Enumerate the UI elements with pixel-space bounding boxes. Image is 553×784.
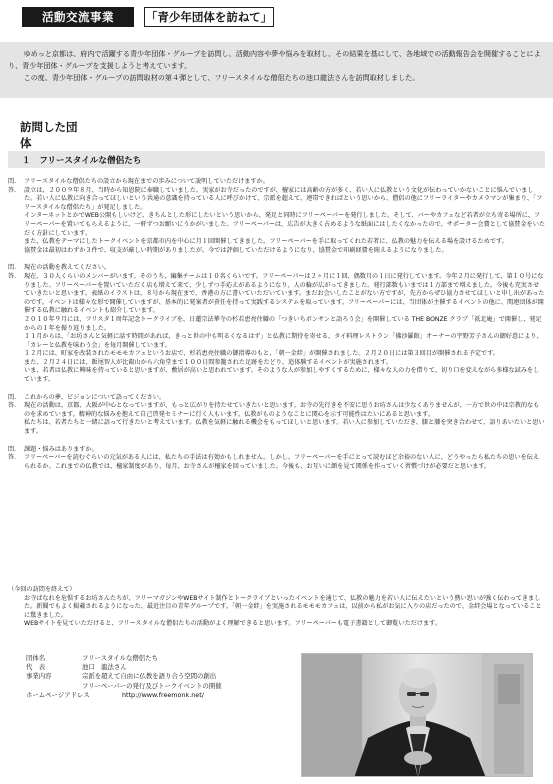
answer-paragraph: 現在の活動は、京都、大阪が中心となっていますが、もっと広がりを持たせていきたいと思います。お寺の先行きを不安に思うお坊さんは少なくありませんが、一方で世の中は宗教的なものを求めています。精神的な悩みを抱えて自己啓発セミナーに行く人もいます。仏教がものようなことに関心を示す可能性はたいにあると思います。 (24, 402, 540, 418)
question-text: 現在の活動を教えてください。 (24, 264, 110, 272)
homepage-link[interactable]: http://www.freemonk.net/ (122, 690, 204, 699)
answer-paragraph: １２月には、町家を改装されたモモモカフェというお店で、杉若恵亮住職の御指導のもと、「朝一金絆」が開催されました。２月２０日には第３回目が開催される予定です。 (24, 350, 499, 358)
profile-value: 宗派を超えて自由に仏教を語り合う空間の創出 (82, 672, 217, 681)
organization-profile (26, 654, 301, 700)
profile-label: 代 表 (26, 663, 46, 672)
answer-paragraph: 設立は、２００９年８月、当時から知恩院に奉職していました。実家がお寺だったのですが、檀家には高齢の方が多く、若い人に仏教という文化が伝わっていかないことに悩んでいました。若い人に仏教に向き合ってほしいという共通の意識を持っている人に呼びかけて、宗派を超えて、連帯できればという思いから、僧侶の他にフリーライターやカメラマンが集まり、「フリースタイルな僧侶たち」が発足しました。 (24, 186, 543, 211)
profile-label: 事業内容 (26, 672, 52, 681)
visit-summary-heading: （今回の訪問を終えて） (8, 586, 76, 593)
answer-paragraph: １１月からは、「お坊さんと気軽に話す時間があれば、きっと世の中も明るくなるはず」と仏教に期待を寄せる、タイ料理レストラン「佛沙羅館」オーナーの宇野芳子さんの御好意により、「カレーと仏教を味わう会」を毎月開催しています。 (24, 333, 543, 349)
intro-line-1: ゆめっと京都は、府内で活躍する青少年団体・グループを訪問し、活動内容や夢や悩みを取材し、その結果を基にして、各地域での活動報告会を開催することにより、青少年団体・グループを支援しようと考えています。 (8, 49, 541, 70)
question-text: フリースタイルな僧侶たちの設立から現在までの歩みについて説明していただけますか。 (24, 178, 269, 185)
question-text: 課題・悩みはありますか。 (24, 445, 98, 453)
profile-label (26, 682, 82, 691)
header-label: 活動交流事業 (22, 7, 134, 27)
intro-line-2: この度、青少年団体・グループの訪問取材の第４弾として、フリースタイルな僧侶たちの池口龍法さんを訪問取材しました。 (23, 73, 420, 82)
answer-paragraph: 私たちは、若者たちと一緒に語って行きたいと考えています。仏教を気軽に触れる機会をもってほしいと思います。若い人に参加していただき、膝と膝を突き合わせて、語りあいたいと思います。 (24, 419, 545, 436)
question-text: これからの夢、ビジョンについて語ってください。 (24, 393, 165, 401)
section-title: 訪問した団体 (20, 119, 82, 156)
question-tag: 問. (8, 445, 17, 453)
intro-band (0, 42, 553, 98)
answer-paragraph: また、２月２４日には、飯尾智人が比叡山から六角堂まで１００日間参籠された足跡をたどり、追体験するイベントが実施されます。 (24, 358, 392, 366)
question-tag: 問. (8, 264, 17, 272)
qa-item (8, 446, 545, 472)
answer-tag: 答. (8, 186, 17, 194)
answer-paragraph: また、仏教をテーマにしたトークイベントを京都市内を中心に月１回開催してきました。フリーペーパーを手に取ってくれた若者に、仏教の魅力を伝える場を設けるためです。 (24, 238, 508, 246)
question-tag: 問. (8, 178, 17, 185)
answer-tag: 答. (8, 454, 17, 462)
profile-row (26, 682, 301, 691)
profile-label: ホームページアドレス (26, 690, 90, 699)
qa-body (8, 178, 545, 480)
answer-paragraph: 現在、３０人くらいのメンバーがいます。そのうち、編集チームは１０名くらいです。フリーペーパーは２ヶ月に１回、偶数月の１日に発行しています。今年２月に発行して、第１０号になりました。フリーペーパーを置いていただく店も増えて来て、少しずつ手応えがあるようになり、人の輪が広がってきました。発行部数もいまでは１万部まで増えました。今後も充実させていきたいと思います。表紙のイラストは、８号から現在まで、香港の方に書いていただいています。まだお会いしたことがない方ですが、先方からぜひ協力させてほしいと申し出があったのです。イベントは様々な形で開催していますが、基本的に発案者が責任を持って実践するシステムを取っています。フリーペーパーには、当団体が主催するイベントの他に、関連団体が開催する仏教に触れるイベントも紹介しています。 (24, 272, 545, 315)
answer-paragraph: フリーペーパーを読むぐらいの元気がある人には、私たちの手法は有効かもしれません。しかし、フリーペーパーを手にとって読むほど余裕のない人に、どうやったら私たちの思いを伝えられるか。これまでの仏教では、檀家制度があり、毎月、お寺さんが檀家を回っていました。今後も、お互いに顔を見て関係を作っていく習慣づけが必要だと思います。 (24, 454, 539, 470)
section-subtitle: １ フリースタイルな僧侶たち (8, 151, 545, 168)
visit-summary (8, 586, 545, 629)
header-title: 「青少年団体を訪ねて」 (144, 7, 274, 27)
visit-summary-line: WEBサイトを見ていただけると、フリースタイルな僧侶たちの活動がよく理解できると思います。フリーペーパーも電子書籍として御覧いただけます。 (24, 620, 441, 628)
answer-paragraph: ２０１０年９月には、フリスタ１周年記念トークライブを、日蓮宗法華寺の杉若恵亮住職の「つきいちボンサンと語ろう会」を開催している THE BONZE クラブ「祇北庵」で開催し、発足からの１年を振り返りました。 (24, 315, 542, 332)
qa-item (8, 178, 545, 255)
answer-paragraph: 協賛金は最初はわずか３件で、収支が厳しい時期がありましたが、今では評価していただけるようになり、協賛金で印刷経費を賄えるようになりました。 (24, 246, 448, 254)
answer-tag: 答. (8, 272, 17, 280)
profile-value: 池口 龍法さん (82, 663, 127, 672)
profile-value: フリースタイルな僧侶たち (82, 654, 158, 662)
question-tag: 問. (8, 393, 17, 401)
profile-label: 団体名 (26, 654, 46, 662)
answer-tag: 答. (8, 402, 17, 410)
visit-summary-line: お寺ばなれを危惧するお坊さんたちが、フリーマガジンやWEBサイト制作とトークライブといったイベントを通じて、仏教の魅力を若い人に伝えたいという熱い思いが強く伝わってきました。新聞でもよく掲載されるようになった、最近注目の青年グループです。「朝一金絆」を実施されるモモモカフェは、以前から私がお気に入りの店だったので、金絆会場となっていることに驚きました。 (24, 594, 542, 619)
profile-row (26, 654, 301, 663)
qa-item (8, 264, 545, 384)
profile-row (26, 691, 301, 700)
profile-value: フリーペーパーの発行及びトークイベントの開催 (82, 681, 222, 690)
answer-paragraph: インターネットとかでWEB公開もしいけど、きちんとした形にしたいという思いから、発足と同時にフリーペーパーを発行しました。そして、バーやカフェなど若者が立ち寄る場所に、フリーペーパーを置いてもらえるように、一軒ずつお願いにうかがいました。フリーペーパーは、広告が大きく占めるような紙面にはしたくなかったので、サポーター会費として協賛金をいただく方針にしています。 (24, 212, 545, 237)
monk-portrait-icon (301, 653, 533, 777)
photo-svg (302, 654, 533, 777)
qa-item (8, 394, 545, 437)
profile-row (26, 672, 301, 681)
answer-paragraph: いま、若者は仏教に興味を持っていると思いますが、敷居が高いと思われています。そのような人が参加しやすくするために、様々な人の力を借りて、切り口を変えながら多様な試みをしています。 (24, 367, 540, 384)
